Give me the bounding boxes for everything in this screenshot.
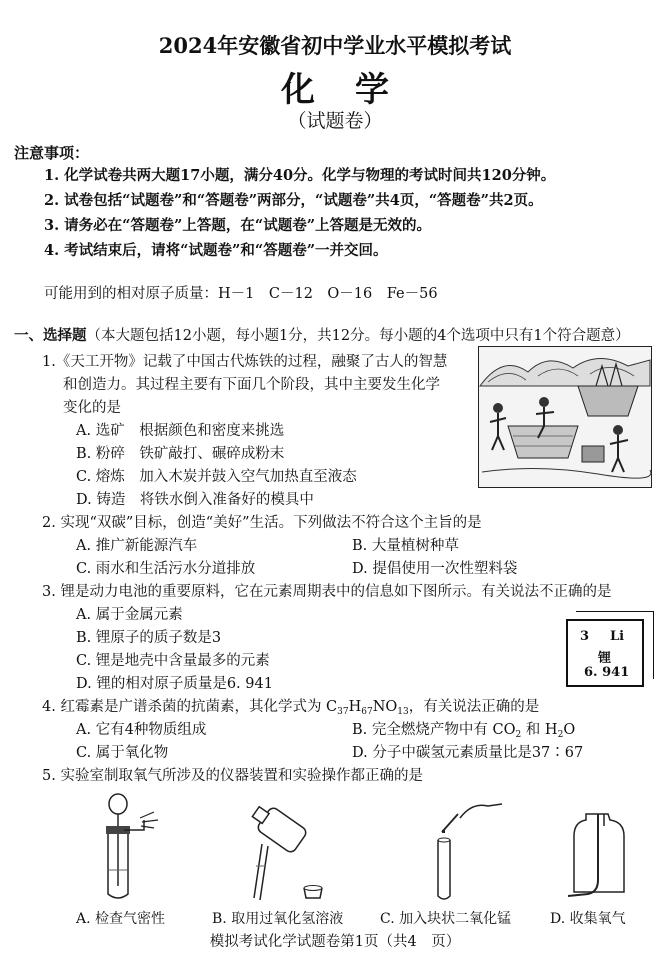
- q3-option-c: C. 锂是地壳中含量最多的元素: [76, 653, 270, 669]
- q1-option-c: C. 熔炼 加入木炭并鼓入空气加热直至液态: [76, 469, 357, 485]
- note-item-2: 2. 试卷包括“试题卷”和“答题卷”两部分，“试题卷”共4页，“答题卷”共2页。: [44, 192, 543, 209]
- element-symbol: Li: [610, 629, 625, 644]
- q3-option-b: B. 锂原子的质子数是3: [76, 630, 222, 646]
- q4-sub-h: 67: [361, 707, 373, 717]
- page-footer: 模拟考试化学试题卷第1页（共4 页）: [209, 934, 461, 950]
- q4-b-sub-co2: 2: [515, 730, 522, 740]
- section-header: [14, 324, 630, 345]
- q1-stem-line-2: 和创造力。其过程主要有下面几个阶段，其中主要发生化学: [63, 377, 440, 393]
- notes-heading: 注意事项：: [14, 144, 90, 162]
- iron-smelting-illustration: [478, 346, 652, 488]
- note-item-1: 1. 化学试卷共两大题17小题，满分40分。化学与物理的考试时间共120分钟。: [44, 167, 556, 184]
- apparatus-add-solid: [424, 796, 504, 902]
- q4-b-text-h: 和 H: [521, 722, 558, 738]
- q1-option-b: B. 粉碎 铁矿敲打、碾碎成粉末: [76, 446, 285, 462]
- q4-b-text: B. 完全燃烧产物中有 CO: [352, 722, 516, 738]
- lithium-element-card: [566, 619, 644, 687]
- element-name: 锂: [598, 651, 612, 666]
- q4-stem-tail: ，有关说法正确的是: [408, 699, 540, 715]
- q4-sub-c: 37: [337, 707, 349, 717]
- q4-formula-no: NO: [372, 699, 398, 715]
- q1-option-a: A. 选矿 根据颜色和密度来挑选: [76, 423, 285, 439]
- q5-option-c: C. 加入块状二氧化锰: [380, 911, 512, 927]
- q4-stem: [42, 695, 539, 717]
- apparatus-pour-solution: [244, 806, 344, 902]
- q2-option-c: C. 雨水和生活污水分道排放: [76, 561, 256, 577]
- q4-b-text-o: O: [563, 722, 576, 738]
- q4-option-d: D. 分子中碳氢元素质量比是37∶67: [352, 745, 584, 761]
- subject-title: 化学: [281, 70, 429, 110]
- q1-option-d: D. 铸造 将铁水倒入准备好的模具中: [76, 492, 314, 508]
- note-item-3: 3. 请务必在“答题卷”上答题，在“试题卷”上答题是无效的。: [44, 217, 432, 234]
- paper-type: （试题卷）: [287, 110, 383, 132]
- q1-stem-line-3: 变化的是: [63, 400, 121, 416]
- q2-option-b: B. 大量植树种草: [352, 538, 459, 554]
- q4-option-a: A. 它有4种物质组成: [76, 722, 207, 738]
- q3-stem: 3. 锂是动力电池的重要原料，它在元素周期表中的信息如下图所示。有关说法不正确的是: [42, 584, 612, 600]
- q5-option-d: D. 收集氧气: [550, 911, 626, 927]
- q5-option-b: B. 取用过氧化氢溶液: [212, 911, 344, 927]
- q2-stem: 2. 实现“双碳”目标，创造“美好”生活。下列做法不符合这个主旨的是: [42, 515, 482, 531]
- q4-option-b: [352, 718, 575, 740]
- section-label: 一、选择题: [14, 327, 87, 344]
- q4-sub-o: 13: [397, 707, 409, 717]
- q4-b-sub-h2o: 2: [557, 730, 564, 740]
- atomic-mass-line: 可能用到的相对原子质量：H－1 C－12 O－16 Fe－56: [44, 286, 438, 302]
- q1-stem-line-1: 1.《天工开物》记载了中国古代炼铁的过程，融聚了古人的智慧: [42, 354, 448, 370]
- atomic-mass: 6. 941: [584, 665, 630, 680]
- note-item-4: 4. 考试结束后，请将“试题卷”和“答题卷”一并交回。: [44, 242, 388, 259]
- q4-formula-h: H: [348, 699, 362, 715]
- apparatus-airtightness-check: [96, 790, 166, 902]
- q2-option-a: A. 推广新能源汽车: [76, 538, 198, 554]
- q3-option-a: A. 属于金属元素: [76, 607, 183, 623]
- exam-title: 2024年安徽省初中学业水平模拟考试: [158, 33, 512, 58]
- q4-option-c: C. 属于氧化物: [76, 745, 169, 761]
- q2-option-d: D. 提倡使用一次性塑料袋: [352, 561, 518, 577]
- q3-option-d: D. 锂的相对原子质量是6. 941: [76, 676, 273, 692]
- q5-option-a: A. 检查气密性: [76, 911, 166, 927]
- q4-stem-text: 4. 红霉素是广谱杀菌的抗菌素，其化学式为 C: [42, 699, 338, 715]
- atomic-number: 3: [580, 629, 590, 644]
- q5-stem: 5. 实验室制取氧气所涉及的仪器装置和实验操作都正确的是: [42, 768, 423, 784]
- apparatus-collect-gas: [564, 800, 634, 902]
- section-desc: （本大题包括12小题，每小题1分，共12分。每小题的4个选项中只有1个符合题意）: [86, 328, 630, 344]
